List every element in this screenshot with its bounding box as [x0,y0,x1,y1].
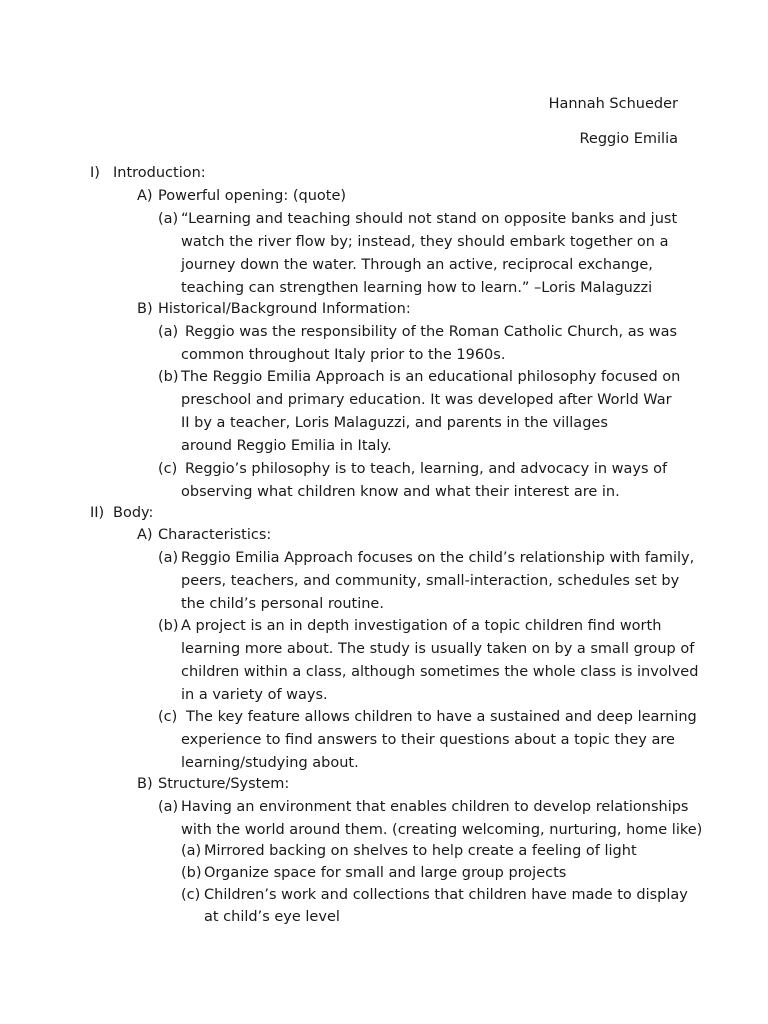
section-numeral: II) [90,505,105,521]
item-text-line: journey down the water. Through an active, reciprocal exchange, [181,257,653,273]
sub-item-label: (b) [181,865,202,881]
item-label: (b) [158,369,179,385]
subsection-title: Historical/Background Information: [158,301,411,317]
item-text-line: children within a class, although sometimes the whole class is involved [181,664,699,680]
item-text-line: preschool and primary education. It was developed after World War [181,392,672,408]
item-label: (c) [158,461,178,477]
item-text-line: II by a teacher, Loris Malaguzzi, and parents in the villages [181,415,608,431]
section-numeral: I) [90,165,100,181]
item-text-line: with the world around them. (creating welcoming, nurturing, home like) [181,822,703,838]
item-text-line: The key feature allows children to have a sustained and deep learning [186,709,697,725]
sub-item-text-line: Organize space for small and large group projects [204,865,567,881]
item-text-line: common throughout Italy prior to the 1960s. [181,347,506,363]
subsection-title: Characteristics: [158,527,272,543]
item-text-line: learning/studying about. [181,755,359,771]
item-label: (a) [158,324,179,340]
sub-item-label: (a) [181,843,202,859]
item-text-line: watch the river flow by; instead, they should embark together on a [181,234,669,250]
item-text-line: the child’s personal routine. [181,596,384,612]
item-text-line: A project is an in depth investigation of a topic children find worth [181,618,662,634]
sub-item-label: (c) [181,887,201,903]
item-text-line: experience to find answers to their questions about a topic they are [181,732,675,748]
item-text-line: peers, teachers, and community, small-interaction, schedules set by [181,573,680,589]
item-text-line: in a variety of ways. [181,687,328,703]
item-text-line: Having an environment that enables children to develop relationships [181,799,689,815]
item-text-line: teaching can strengthen learning how to learn.” –Loris Malaguzzi [181,280,653,296]
sub-item-text-line: Children’s work and collections that children have made to display [204,887,688,903]
item-label: (a) [158,211,179,227]
subsection-label: A) [137,527,153,543]
sub-item-text-line: at child’s eye level [204,909,340,925]
subsection-label: B) [137,776,153,792]
sub-item-text-line: Mirrored backing on shelves to help create a feeling of light [204,843,637,859]
subsection-title: Powerful opening: (quote) [158,188,347,204]
item-text-line: The Reggio Emilia Approach is an educational philosophy focused on [181,369,681,385]
item-text-line: learning more about. The study is usually taken on by a small group of [181,641,695,657]
item-text-line: Reggio’s philosophy is to teach, learning, and advocacy in ways of [185,461,668,477]
item-label: (c) [158,709,178,725]
subsection-label: A) [137,188,153,204]
subsection-label: B) [137,301,153,317]
section-title: Introduction: [113,165,206,181]
item-text-line: around Reggio Emilia in Italy. [181,438,392,454]
item-text-line: Reggio was the responsibility of the Roman Catholic Church, as was [185,324,678,340]
item-text-line: Reggio Emilia Approach focuses on the child’s relationship with family, [181,550,695,566]
item-label: (b) [158,618,179,634]
item-text-line: “Learning and teaching should not stand on opposite banks and just [181,211,678,227]
item-text-line: observing what children know and what their interest are in. [181,484,620,500]
item-label: (a) [158,550,179,566]
document-topic: Reggio Emilia [579,131,678,147]
item-label: (a) [158,799,179,815]
subsection-title: Structure/System: [158,776,290,792]
section-title: Body: [113,505,154,521]
author-name: Hannah Schueder [548,96,678,112]
